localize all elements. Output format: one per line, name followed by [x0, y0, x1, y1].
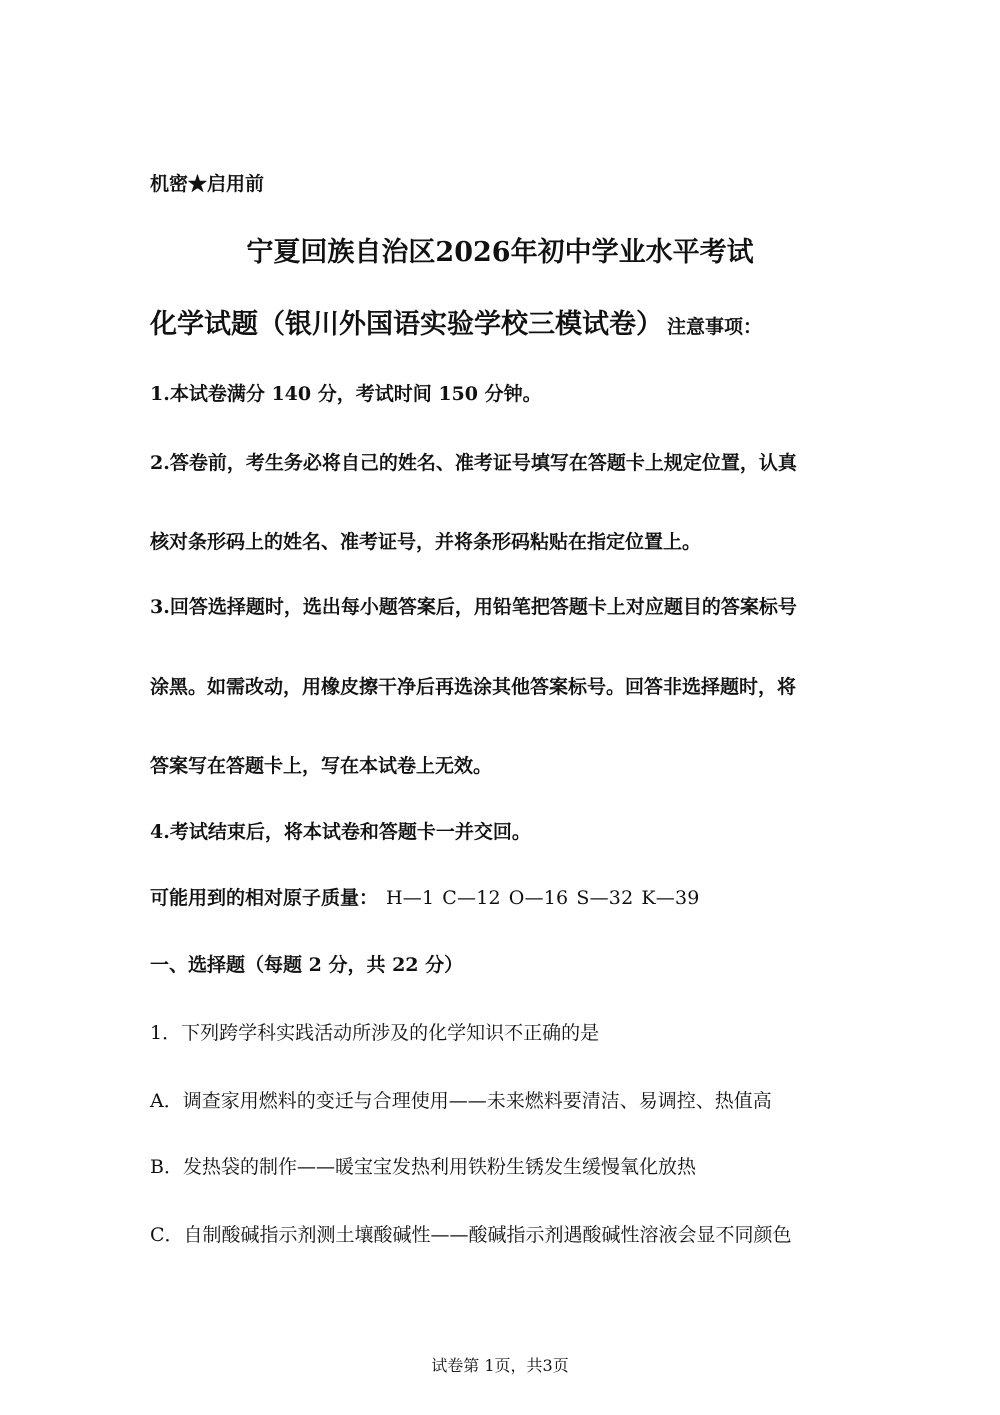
atomic-mass-k: K—39 [641, 887, 700, 909]
atomic-mass-c: C—12 [442, 887, 501, 909]
page-footer: 试卷第 1页，共3页 [431, 1356, 569, 1375]
notice-heading: 注意事项： [667, 316, 763, 338]
atomic-mass-line [150, 886, 700, 910]
notice-3-line-3: 答案写在答题卡上，写在本试卷上无效。 [150, 755, 493, 777]
exam-subtitle: 化学试题（银川外国语实验学校三模试卷） [150, 309, 663, 340]
question-1-stem: 1．下列跨学科实践活动所涉及的化学知识不正确的是 [150, 1022, 600, 1044]
notice-2-line-2: 核对条形码上的姓名、准考证号，并将条形码粘贴在指定位置上。 [150, 531, 702, 553]
atomic-mass-s: S—32 [576, 887, 634, 909]
atomic-mass-h: H—1 [386, 887, 435, 909]
confidential-label: 机密★启用前 [150, 173, 265, 195]
question-1-option-c: C．自制酸碱指示剂测土壤酸碱性——酸碱指示剂遇酸碱性溶液会显不同颜色 [150, 1224, 792, 1246]
atomic-mass-label: 可能用到的相对原子质量： [150, 887, 379, 909]
subtitle-row [150, 308, 762, 344]
question-1-option-b: B．发热袋的制作——暖宝宝发热利用铁粉生锈发生缓慢氧化放热 [150, 1156, 696, 1178]
notice-3-line-2: 涂黑。如需改动，用橡皮擦干净后再选涂其他答案标号。回答非选择题时，将 [150, 676, 797, 698]
exam-title: 宁夏回族自治区2026年初中学业水平考试 [246, 237, 754, 268]
question-1-option-a: A．调查家用燃料的变迁与合理使用——未来燃料要清洁、易调控、热值高 [150, 1090, 772, 1112]
atomic-mass-values [378, 887, 700, 909]
section-heading-choice: 一、选择题（每题 2 分，共 22 分） [150, 954, 464, 976]
notice-2-line-1: 2.答卷前，考生务必将自己的姓名、准考证号填写在答题卡上规定位置，认真 [150, 452, 797, 474]
notice-1: 1.本试卷满分 140 分，考试时间 150 分钟。 [150, 383, 542, 405]
notice-3-line-1: 3.回答选择题时，选出每小题答案后，用铅笔把答题卡上对应题目的答案标号 [150, 596, 797, 618]
atomic-mass-o: O—16 [508, 887, 569, 909]
notice-4: 4.考试结束后，将本试卷和答题卡一并交回。 [150, 821, 531, 843]
